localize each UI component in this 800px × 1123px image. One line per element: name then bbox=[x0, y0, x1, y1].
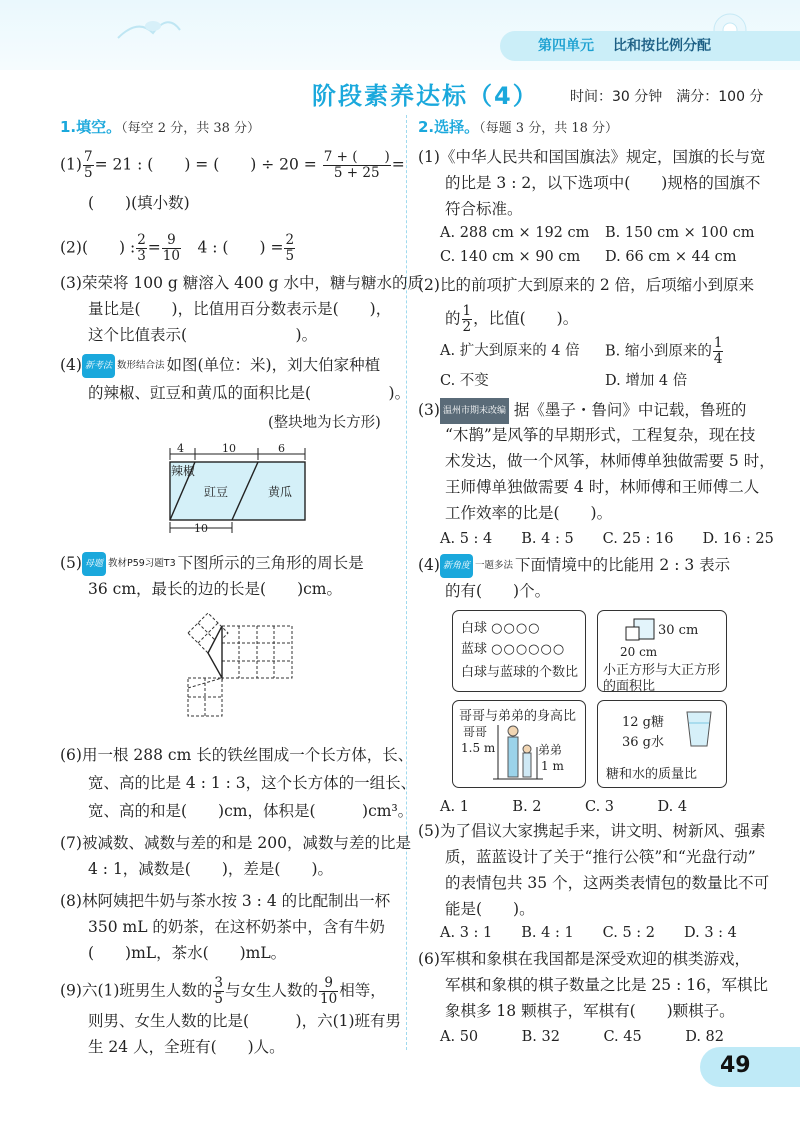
choice-2-option-c: C. 不变 bbox=[440, 373, 489, 389]
question-1-7-line1: (7)被减数、减数与差的和是 200，减数与差的比是 bbox=[60, 834, 411, 852]
unit-bar bbox=[500, 31, 800, 61]
choice-2-option-b: B. 缩小到原来的 $\frac{1}{4}$ bbox=[605, 335, 723, 367]
big-square-side: 30 cm bbox=[658, 623, 699, 638]
choice-5-options: A. 3 : 1 B. 4 : 1 C. 5 : 2 D. 3 : 4 bbox=[440, 925, 737, 941]
sugar-water-caption: 糖和水的质量比 bbox=[606, 767, 698, 782]
question-1-1: (1) $\frac{7}{5}$ = 21 : ( ) = ( ) ÷ 20 = $\frac{7 + ( )}{5 + 25}$ = bbox=[60, 149, 405, 181]
question-1-3-line1: (3)荣荣将 100 g 糖溶入 400 g 水中，糖与糖水的质 bbox=[60, 274, 424, 292]
unit-topic: 比和按比例分配 bbox=[613, 38, 711, 54]
scenario-height-box bbox=[452, 700, 586, 788]
choice-2-line2: 的 $\frac{1}{2}$ ，比值( )。 bbox=[445, 303, 579, 335]
choice-6-line2: 军棋和象棋的棋子数量之比是 25 : 16，军棋比 bbox=[445, 976, 768, 994]
page-number: 49 bbox=[720, 1053, 751, 1078]
choice-3-line3: 术发达，做一个风筝，林师傅单独做需要 5 时， bbox=[445, 452, 775, 470]
choice-4-options: A. 1 B. 2 C. 3 D. 4 bbox=[440, 799, 688, 815]
field-top-label-2: 10 bbox=[222, 442, 236, 455]
choice-5-line1: (5)为了倡议大家携起手来，讲文明、树新风、强素 bbox=[418, 822, 766, 840]
choice-3-line5: 工作效率的比是( )。 bbox=[445, 504, 613, 522]
section-choice-heading: 2.选择。（每题 3 分，共 18 分） bbox=[418, 118, 618, 136]
crop-label-pepper: 辣椒 bbox=[171, 464, 196, 478]
choice-4-line1: (4) 新角度 一题多法 下面情境中的比能用 2 : 3 表示 bbox=[418, 554, 730, 578]
page-title: 阶段素养达标（4） bbox=[312, 82, 539, 110]
height-caption: 哥哥与弟弟的身高比 bbox=[459, 709, 577, 724]
field-top-label-3: 6 bbox=[278, 442, 285, 455]
sugar-amount: 12 g糖 bbox=[622, 715, 664, 730]
squares-caption-1: 小正方形与大正方形 bbox=[603, 663, 721, 678]
brother-label: 哥哥 bbox=[463, 725, 488, 739]
choice-5-line3: 的表情包共 35 个，这两类表情包的数量比不可 bbox=[445, 874, 770, 892]
question-1-4-line2: 的辣椒、豇豆和黄瓜的面积比是( )。 bbox=[88, 384, 411, 402]
column-divider bbox=[406, 115, 407, 1050]
choice-1-line1: (1)《中华人民共和国国旗法》规定，国旗的长与宽 bbox=[418, 148, 766, 166]
water-cup-icon bbox=[684, 709, 714, 749]
question-1-8-line3: ( )mL，茶水( )mL。 bbox=[88, 944, 287, 962]
choice-3-line1: (3) 温州市期末改编 据《墨子・鲁问》中记载，鲁班的 bbox=[418, 398, 746, 424]
crop-label-cucumber: 黄瓜 bbox=[268, 485, 293, 499]
squares-icon bbox=[624, 617, 658, 647]
question-1-6-line2: 宽、高的比是 4 : 1 : 3，这个长方体的一组长、 bbox=[88, 774, 417, 792]
question-1-6-line3: 宽、高的和是( )cm，体积是( )cm³。 bbox=[88, 802, 414, 820]
scenario-balls-box bbox=[452, 610, 586, 692]
choice-2-option-d: D. 增加 4 倍 bbox=[605, 373, 688, 389]
question-1-9-line3: 生 24 人，全班有( )人。 bbox=[88, 1038, 285, 1056]
question-1-8-line2: 350 mL 的奶茶，在这杯奶茶中，含有牛奶 bbox=[88, 918, 385, 936]
choice-6-line3: 象棋多 18 颗棋子，军棋有( )颗棋子。 bbox=[445, 1002, 735, 1020]
field-diagram bbox=[160, 442, 310, 534]
water-amount: 36 g水 bbox=[622, 735, 664, 750]
choice-3-line2: “木鹊”是风筝的早期形式，工程复杂，现在技 bbox=[445, 426, 756, 444]
squares-caption-2: 的面积比 bbox=[603, 679, 656, 694]
triangle-squares-diagram bbox=[180, 608, 310, 723]
choice-5-line4: 能是( )。 bbox=[445, 900, 535, 918]
question-1-4-note: (整块地为长方形) bbox=[268, 415, 381, 431]
question-1-2: (2)( ) : $\frac{2}{3}$ = $\frac{9}{10}$ 4 : ( ) = $\frac{2}{5}$ bbox=[60, 232, 295, 264]
question-1-6-line1: (6)用一根 288 cm 长的铁丝围成一个长方体，长、 bbox=[60, 746, 414, 764]
choice-3-line4: 王师傅单独做需要 4 时，林师傅和王师傅二人 bbox=[445, 478, 760, 496]
butterfly-decoration-icon bbox=[108, 8, 188, 48]
white-ball-row: 白球 ○○○○ bbox=[461, 621, 541, 636]
choice-1-option-a: A. 288 cm × 192 cm bbox=[440, 225, 590, 241]
time-info: 时间：30 分钟 满分：100 分 bbox=[570, 89, 764, 105]
question-1-8-line1: (8)林阿姨把牛奶与茶水按 3 : 4 的比配制出一杯 bbox=[60, 892, 391, 910]
scenario-squares-box bbox=[597, 610, 727, 692]
section-fill-heading: 1.填空。（每空 2 分，共 38 分） bbox=[60, 118, 260, 136]
field-top-label-1: 4 bbox=[177, 442, 184, 455]
choice-1-option-d: D. 66 cm × 44 cm bbox=[605, 249, 737, 265]
crop-label-bean: 豇豆 bbox=[204, 485, 229, 499]
question-1-9-line2: 则男、女生人数的比是( )，六(1)班有男 bbox=[88, 1012, 402, 1030]
question-1-3-line2: 量比是( )，比值用百分数表示是( )， bbox=[88, 300, 392, 318]
question-1-5-line2: 36 cm，最长的边的长是( )cm。 bbox=[88, 580, 343, 598]
choice-2-option-a: A. 扩大到原来的 4 倍 bbox=[440, 343, 580, 359]
choice-4-line2: 的有( )个。 bbox=[445, 582, 551, 600]
question-1-1-line2: ( )(填小数) bbox=[88, 194, 190, 212]
choice-1-option-c: C. 140 cm × 90 cm bbox=[440, 249, 581, 265]
brothers-figure-icon bbox=[493, 723, 543, 783]
choice-6-line1: (6)军棋和象棋在我国都是深受欢迎的棋类游戏， bbox=[418, 950, 750, 968]
unit-label: 第四单元 bbox=[538, 38, 594, 54]
question-1-5-line1: (5) 母题 教材P59习题T3 下图所示的三角形的周长是 bbox=[60, 552, 364, 576]
choice-5-line2: 质，蓝蓝设计了关于“推行公筷”和“光盘行动” bbox=[445, 848, 756, 866]
choice-3-options: A. 5 : 4 B. 4 : 5 C. 25 : 16 D. 16 : 25 bbox=[440, 531, 774, 547]
younger-brother-label: 弟弟 bbox=[538, 743, 563, 757]
choice-2-line1: (2)比的前项扩大到原来的 2 倍，后项缩小到原来 bbox=[418, 276, 755, 294]
younger-brother-height: 1 m bbox=[541, 759, 564, 773]
page-number-badge bbox=[700, 1047, 800, 1087]
choice-1-line3: 符合标准。 bbox=[445, 200, 523, 218]
scenario-sugar-water-box bbox=[597, 700, 727, 788]
field-bottom-label: 10 bbox=[194, 522, 208, 534]
small-square-side: 20 cm bbox=[620, 645, 658, 659]
blue-ball-row: 蓝球 ○○○○○○ bbox=[461, 642, 566, 657]
brother-height: 1.5 m bbox=[461, 741, 496, 755]
choice-6-options: A. 50 B. 32 C. 45 D. 82 bbox=[440, 1029, 724, 1045]
question-1-4-line1: (4) 新考法 数形结合法 如图(单位：米)，刘大伯家种植 bbox=[60, 354, 380, 378]
choice-1-line2: 的比是 3 : 2，以下选项中( )规格的国旗不 bbox=[445, 174, 761, 192]
question-1-7-line2: 4 : 1，减数是( )，差是( )。 bbox=[88, 860, 333, 878]
balls-caption: 白球与蓝球的个数比 bbox=[461, 665, 579, 680]
question-1-3-line3: 这个比值表示( )。 bbox=[88, 326, 318, 344]
question-1-9-line1: (9)六(1)班男生人数的 $\frac{3}{5}$ 与女生人数的 $\frac{9}{10}$ 相等， bbox=[60, 975, 386, 1007]
choice-1-option-b: B. 150 cm × 100 cm bbox=[605, 225, 755, 241]
